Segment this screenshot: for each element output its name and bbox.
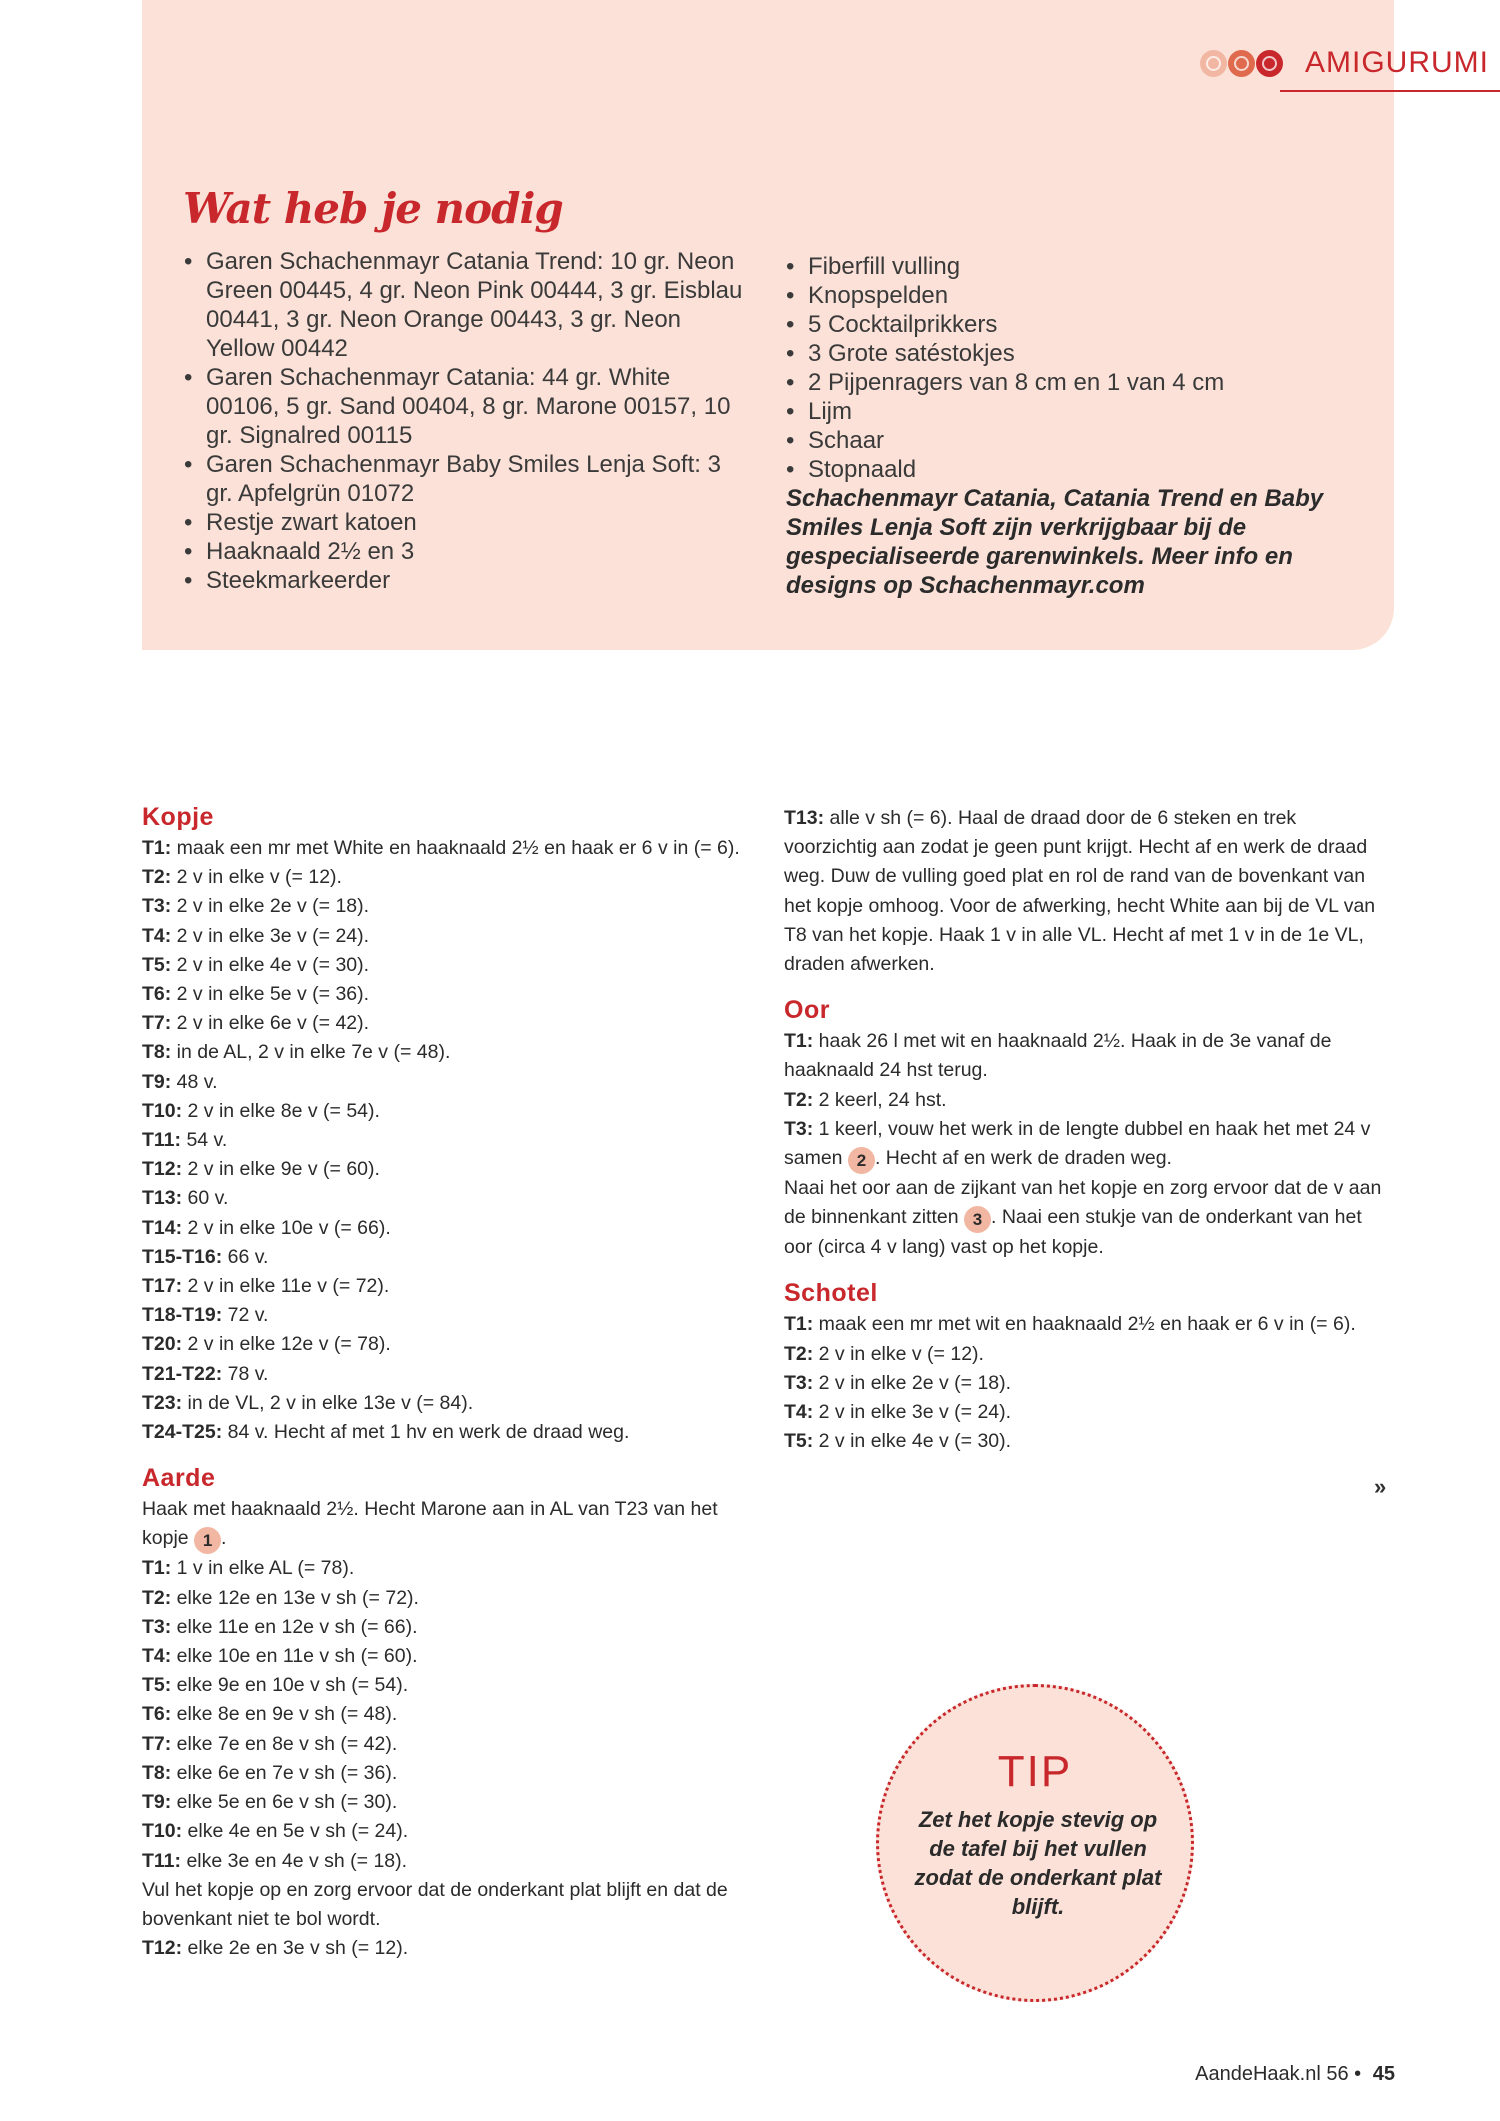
pattern-row: T6: 2 v in elke 5e v (= 36). [142,983,370,1006]
pattern-row: T15-T16: 66 v. [142,1245,269,1268]
right-column [784,804,1384,1456]
pattern-row: T2: 2 v in elke v (= 12). [784,1342,984,1365]
pattern-row: T8: in de AL, 2 v in elke 7e v (= 48). [142,1041,451,1064]
availability-note: Schachenmayr Catania, Catania Trend en Baby Smiles Lenja Soft zijn verkrijgbaar bij de gespecialiseerde garenwinkels. Meer info en designs op Schachenmayr.com [786,485,1324,599]
section-heading-kopje: Kopje [142,803,214,831]
list-item: • Steekmarkeerder [184,566,744,595]
list-item: • Schaar [786,426,1386,455]
pattern-row: T8: elke 6e en 7e v sh (= 36). [142,1761,398,1784]
kopje-rows [142,834,742,1447]
list-item: • Garen Schachenmayr Catania: 44 gr. White 00106, 5 gr. Sand 00404, 8 gr. Marone 00157, 10 gr. Signalred 00115 [184,363,744,450]
pattern-row: T1: 1 v in elke AL (= 78). [142,1557,355,1580]
aarde-rows [142,1554,742,1875]
pattern-row: T7: 2 v in elke 6e v (= 42). [142,1012,370,1035]
list-item: • Stopnaald [786,455,1386,484]
pattern-row: T3: 2 v in elke 2e v (= 18). [142,895,370,918]
pattern-row: T2: elke 12e en 13e v sh (= 72). [142,1586,419,1609]
pattern-row: T14: 2 v in elke 10e v (= 66). [142,1216,391,1239]
pattern-row: T18-T19: 72 v. [142,1304,269,1327]
list-item: • Restje zwart katoen [184,508,744,537]
pattern-row: T12: elke 2e en 3e v sh (= 12). [142,1937,409,1960]
list-item: • Knopspelden [786,281,1386,310]
pattern-row: T4: elke 10e en 11e v sh (= 60). [142,1645,418,1668]
pattern-row: T20: 2 v in elke 12e v (= 78). [142,1333,391,1356]
pattern-row: T2: 2 keerl, 24 hst. [784,1088,947,1111]
continue-arrow-icon: » [1374,1474,1387,1499]
pattern-row: T11: elke 3e en 4e v sh (= 18). [142,1849,408,1872]
footer-site: AandeHaak.nl 56 [1195,2063,1349,2085]
pattern-row: T9: 48 v. [142,1070,218,1093]
pattern-row: T21-T22: 78 v. [142,1362,269,1385]
pattern-row: T12: 2 v in elke 9e v (= 60). [142,1158,380,1181]
pattern-row: T1: maak een mr met White en haaknaald 2½ en haak er 6 v in (= 6). [142,837,740,859]
list-item: • 3 Grote satéstokjes [786,339,1386,368]
tip-title: TIP [997,1747,1073,1796]
pattern-row: T11: 54 v. [142,1129,228,1152]
pattern-row: T1: haak 26 l met wit en haaknaald 2½. Haak in de 3e vanaf de haaknaald 24 hst terug. [784,1030,1332,1082]
list-item: • Garen Schachenmayr Catania Trend: 10 gr. Neon Green 00445, 4 gr. Neon Pink 00444, 3 gr. Eisblau 00441, 3 gr. Neon Orange 00443, 3 gr. Neon Yellow 00442 [184,247,744,363]
step-badge: 1 [194,1527,221,1554]
pattern-row: T7: elke 7e en 8e v sh (= 42). [142,1732,398,1755]
left-column [142,800,742,1963]
pattern-row: T13: 60 v. [142,1187,229,1210]
needs-title: Wat heb je nodig [183,184,563,233]
pattern-row: T23: in de VL, 2 v in elke 13e v (= 84). [142,1391,474,1414]
list-item: • Lijm [786,397,1386,426]
pattern-row: T10: 2 v in elke 8e v (= 54). [142,1099,380,1122]
section-title: AMIGURUMI [1305,46,1489,79]
pattern-row: T5: 2 v in elke 4e v (= 30). [142,953,370,976]
pattern-row: T6: elke 8e en 9e v sh (= 48). [142,1703,398,1726]
section-header [1200,46,1500,126]
list-item: • Garen Schachenmayr Baby Smiles Lenja Soft: 3 gr. Apfelgrün 01072 [184,450,744,508]
list-item: • Haaknaald 2½ en 3 [184,537,744,566]
pattern-row: T9: elke 5e en 6e v sh (= 30). [142,1791,398,1814]
header-rule [1280,90,1500,92]
yarn-balls-icon [1200,50,1283,77]
pattern-row: T3: 1 keerl, vouw het werk in de lengte dubbel en haak het met 24 v samen 2 . Hecht af en werk de draden weg. [784,1115,1384,1174]
tip-badge [876,1684,1194,2002]
list-item: • 2 Pijpenragers van 8 cm en 1 van 4 cm [786,368,1386,397]
list-item: • Fiberfill vulling [786,252,1386,281]
tip-text: Zet het kopje stevig op de tafel bij het vullen zodat de onderkant plat blijft. [914,1807,1162,1919]
pattern-row: T3: elke 11e en 12e v sh (= 66). [142,1615,418,1638]
pattern-row: T5: elke 9e en 10e v sh (= 54). [142,1674,409,1697]
schotel-rows [784,1310,1384,1456]
materials-list-right [786,252,1386,484]
pattern-row: T24-T25: 84 v. Hecht af met 1 hv en werk de draad weg. [142,1421,630,1444]
section-heading-oor: Oor [784,996,830,1025]
aarde-note: Vul het kopje op en zorg ervoor dat de onderkant plat blijft en dat de bovenkant niet te bol wordt. [142,1878,728,1930]
oor-assembly: Naai het oor aan de zijkant van het kopje en zorg ervoor dat de v aan de binnenkant zitten 3 . Naai een stukje van de onderkant van het oor (circa 4 v lang) vast op het kopje. [784,1177,1382,1259]
section-heading-aarde: Aarde [142,1464,216,1493]
aarde-intro: Haak met haaknaald 2½. Hecht Marone aan in AL van T23 van het kopje 1 . [142,1495,742,1554]
page-number: 45 [1372,2063,1395,2085]
pattern-row: T5: 2 v in elke 4e v (= 30). [784,1430,1012,1453]
materials-list-left [184,247,744,595]
pattern-row: T3: 2 v in elke 2e v (= 18). [784,1371,1012,1394]
pattern-row: T10: elke 4e en 5e v sh (= 24). [142,1820,409,1843]
pattern-row: T4: 2 v in elke 3e v (= 24). [784,1401,1012,1424]
section-heading-schotel: Schotel [784,1279,878,1308]
pattern-row: T4: 2 v in elke 3e v (= 24). [142,924,370,947]
page-footer [1195,2063,1395,2086]
step-badge: 2 [848,1147,875,1174]
pattern-row: T2: 2 v in elke v (= 12). [142,866,342,889]
step-badge: 3 [964,1206,991,1233]
pattern-row: T17: 2 v in elke 11e v (= 72). [142,1275,390,1298]
pattern-row: T1: maak een mr met wit en haaknaald 2½ en haak er 6 v in (= 6). [784,1313,1356,1336]
pattern-row: T13: alle v sh (= 6). Haal de draad door de 6 steken en trek voorzichtig aan zodat je geen punt krijgt. Hecht af en werk de draad weg. Duw de vulling goed plat en rol de rand van de bovenkant van het kopje omhoog. Voor de afwerking, hecht White aan bij de VL van T8 van het kopje. Haak 1 v in alle VL. Hecht af met 1 v in de 1e VL, draden afwerken. [784,807,1376,976]
footer-separator: • [1354,2063,1362,2085]
list-item: • 5 Cocktailprikkers [786,310,1386,339]
